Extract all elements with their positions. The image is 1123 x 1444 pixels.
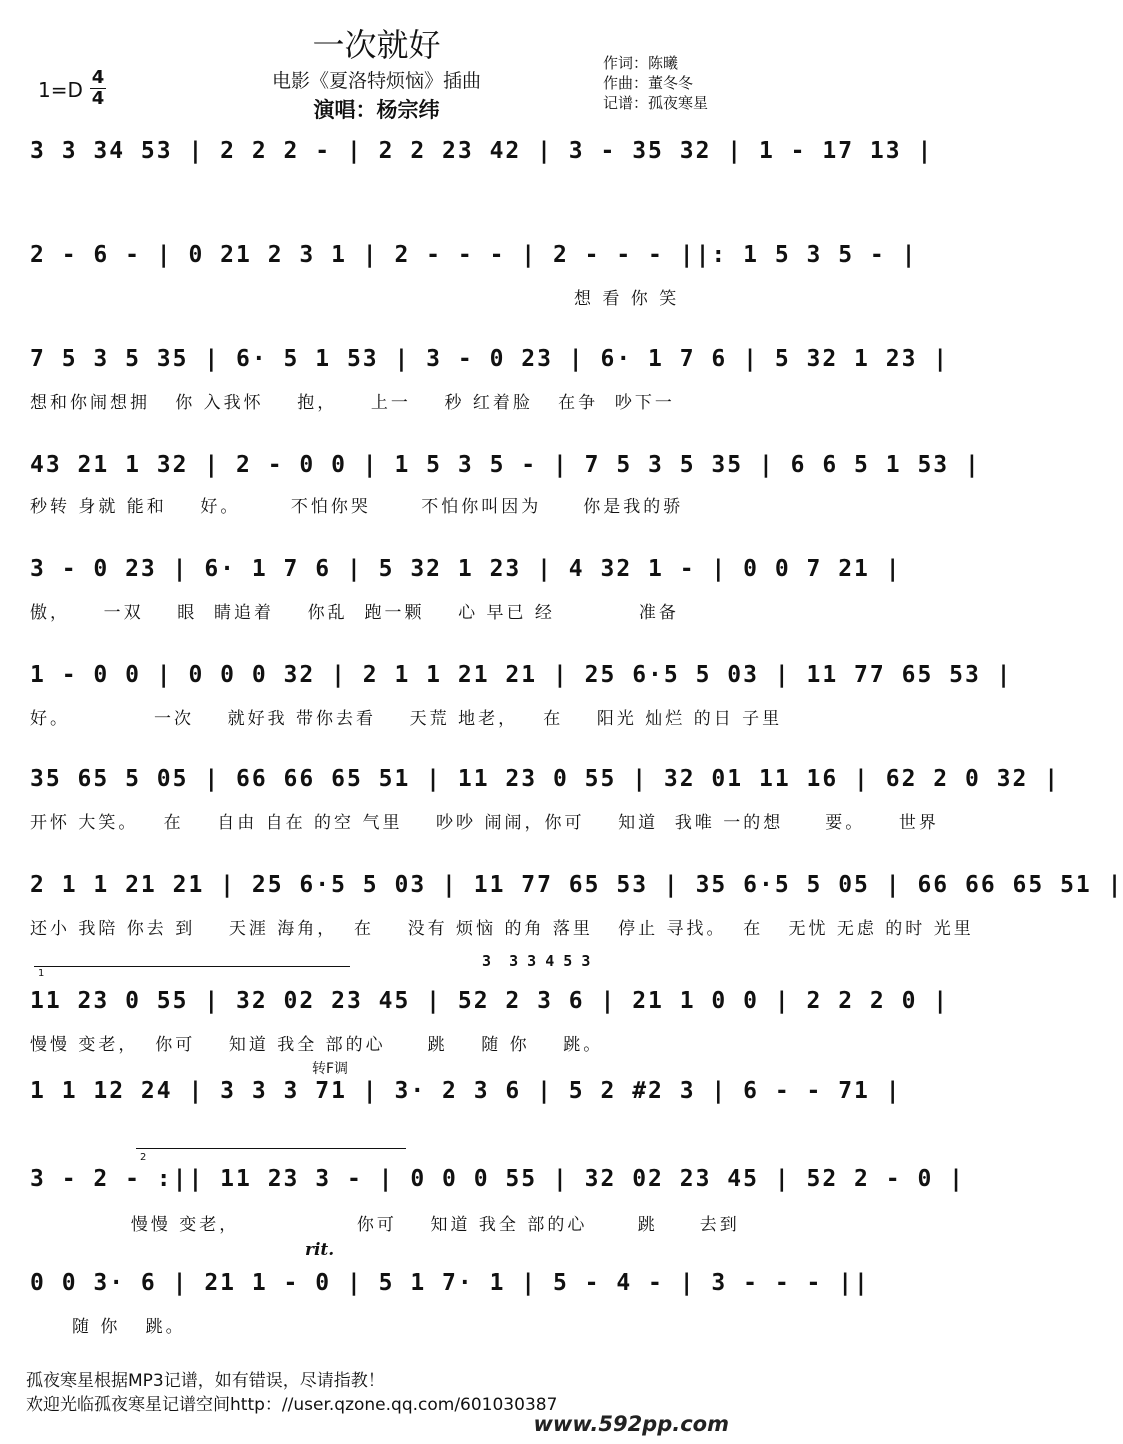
time-numerator: 4 (91, 67, 105, 88)
notation-row-3: 7 5 3 5 35 | 6· 5 1 53 | 3 - 0 23 | 6· 1 7 6 | 5 32 1 23 | (30, 346, 950, 372)
tempo-mark: rit. (305, 1240, 335, 1260)
site-watermark: www.592pp.com (533, 1412, 729, 1436)
lyrics-row-4: 秒转 身就 能和 好。 不怕你哭 不怕你叫因为 你是我的骄 (30, 497, 684, 517)
volta-1-bracket (34, 966, 350, 975)
key-signature: 1=D (38, 78, 83, 102)
time-signature (90, 68, 106, 109)
volta-2-number: 2 (140, 1152, 147, 1163)
lyrics-row-12: 随 你 跳。 (30, 1317, 186, 1337)
lyrics-row-6: 好。 一次 就好我 带你去看 天荒 地老， 在 阳光 灿烂 的日 子里 (30, 709, 783, 729)
lyrics-row-2: 想 看 你 笑 (574, 289, 680, 309)
lyrics-row-3: 想和你闹想拥 你 入我怀 抱， 上一 秒 红着脸 在争 吵下一 (30, 393, 675, 413)
notation-row-2: 2 - 6 - | 0 21 2 3 1 | 2 - - - | 2 - - - ||: 1 5 3 5 - | (30, 242, 918, 268)
notation-row-5: 3 - 0 23 | 6· 1 7 6 | 5 32 1 23 | 4 32 1 - | 0 0 7 21 | (30, 556, 902, 582)
time-denominator: 4 (91, 88, 105, 109)
notation-row-12: 0 0 3· 6 | 21 1 - 0 | 5 1 7· 1 | 5 - 4 - | 3 - - - || (30, 1270, 870, 1296)
notation-row-7: 35 65 5 05 | 66 66 65 51 | 11 23 0 55 | 32 01 11 16 | 62 2 0 32 | (30, 766, 1061, 792)
footer-link: 欢迎光临孤夜寒星记谱空间http：//user.qzone.qq.com/601030387 (26, 1395, 558, 1415)
footer-note: 孤夜寒星根据MP3记谱，如有错误，尽请指教！ (26, 1371, 385, 1391)
notation-row-11: 3 - 2 - :|| 11 23 3 - | 0 0 0 55 | 32 02 23 45 | 52 2 - 0 | (30, 1166, 965, 1192)
lyrics-row-7: 开怀 大笑。 在 自由 自在 的空 气里 吵吵 闹闹，你可 知道 我唯 一的想 要。 世界 (30, 813, 939, 833)
notation-row-8: 2 1 1 21 21 | 25 6·5 5 03 | 11 77 65 53 | 35 6·5 5 05 | 66 66 65 51 | (30, 872, 1123, 898)
notation-row-4: 43 21 1 32 | 2 - 0 0 | 1 5 3 5 - | 7 5 3 5 35 | 6 6 5 1 53 | (30, 452, 981, 478)
transcriber-credit: 记谱：孤夜寒星 (603, 94, 709, 112)
film-subtitle: 电影《夏洛特烦恼》插曲 (271, 70, 481, 92)
key-change-mark: 转F调 (312, 1061, 349, 1077)
notation-row-6: 1 - 0 0 | 0 0 0 32 | 2 1 1 21 21 | 25 6·5 5 03 | 11 77 65 53 | (30, 662, 1013, 688)
lyrics-row-9: 慢慢 变老， 你可 知道 我全 部的心 跳 随 你 跳。 (30, 1035, 604, 1055)
volta-1-number: 1 (38, 968, 45, 979)
alternate-notes: 3 3 3 4 5 3 (482, 952, 591, 970)
lyrics-row-8: 还小 我陪 你去 到 天涯 海角， 在 没有 烦恼 的角 落里 停止 寻找。 在 无忧 无虑 的时 光里 (30, 919, 974, 939)
lyricist-credit: 作词：陈曦 (603, 54, 679, 72)
notation-row-10: 1 1 12 24 | 3 3 3 71 | 3· 2 3 6 | 5 2 #2 3 | 6 - - 71 | (30, 1078, 902, 1104)
volta-2-bracket (136, 1148, 406, 1157)
song-title: 一次就好 (312, 26, 441, 64)
notation-row-9: 11 23 0 55 | 32 02 23 45 | 52 2 3 6 | 21 1 0 0 | 2 2 2 0 | (30, 988, 950, 1014)
lyrics-row-5: 傲， 一双 眼 睛追着 你乱 跑一颗 心 早已 经 准备 (30, 603, 679, 623)
singer-credit: 演唱：杨宗纬 (313, 98, 440, 122)
composer-credit: 作曲：董冬冬 (603, 74, 694, 92)
notation-row-1: 3 3 34 53 | 2 2 2 - | 2 2 23 42 | 3 - 35 32 | 1 - 17 13 | (30, 138, 934, 164)
lyrics-row-11: 慢慢 变老， 你可 知道 我全 部的心 跳 去到 (30, 1215, 740, 1235)
